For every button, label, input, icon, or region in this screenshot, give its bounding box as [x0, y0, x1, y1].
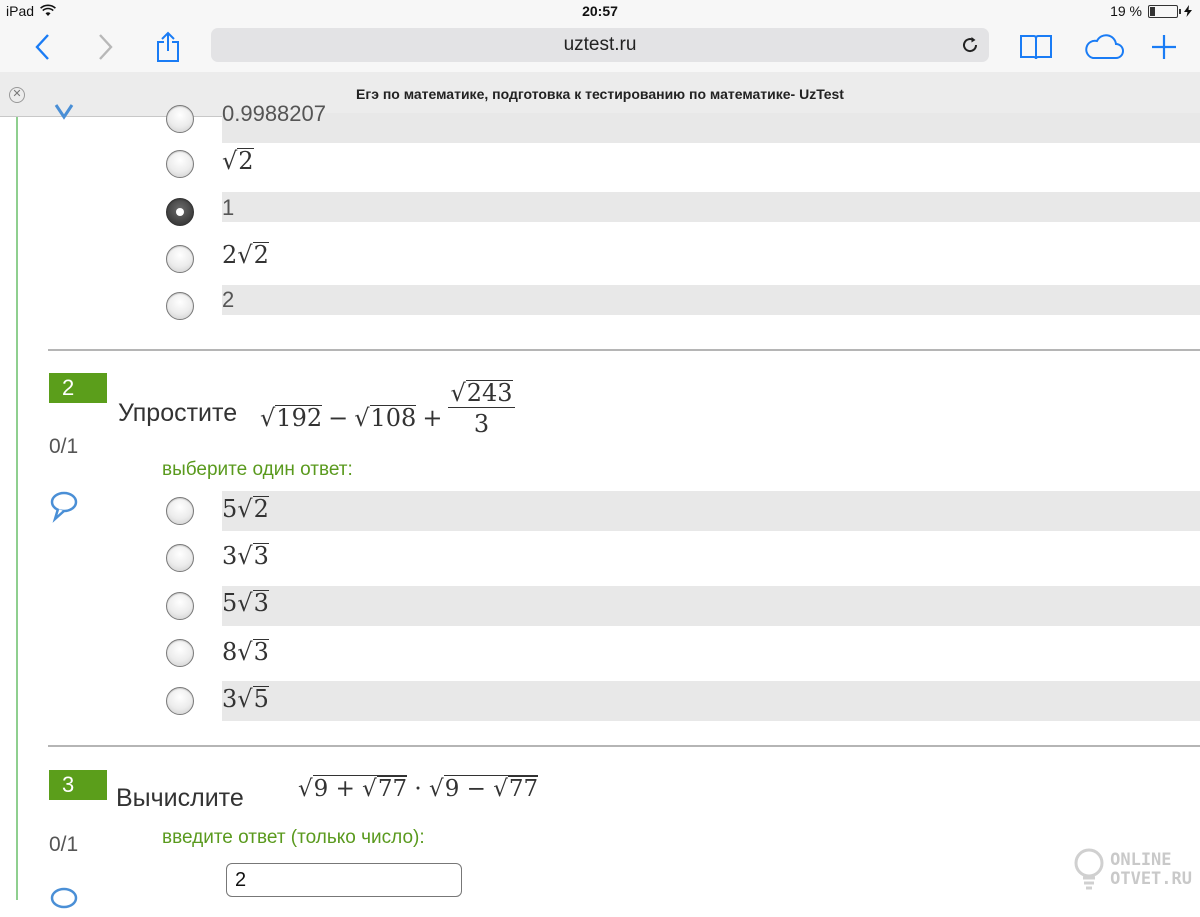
- radio-option[interactable]: [166, 105, 194, 133]
- question-number-badge: 2: [49, 373, 107, 403]
- device-label: iPad: [6, 3, 35, 19]
- tab-title[interactable]: Егэ по математике, подготовка к тестированию по математике- UzTest: [356, 86, 844, 102]
- plus-icon: [1151, 34, 1177, 60]
- option-label: 3√5: [222, 685, 269, 713]
- clock: 20:57: [582, 3, 618, 19]
- option-row: [222, 113, 1200, 143]
- lightbulb-icon: [1074, 848, 1104, 892]
- radio-option[interactable]: [166, 292, 194, 320]
- cloud-icon: [1083, 33, 1125, 61]
- address-bar[interactable]: [211, 28, 989, 62]
- watermark: [1074, 848, 1192, 892]
- answer-hint: выберите один ответ:: [162, 459, 353, 480]
- question-score: 0/1: [49, 833, 79, 856]
- battery-icon: [1148, 5, 1178, 18]
- question-divider: [48, 745, 1200, 747]
- option-label: 1: [222, 195, 235, 220]
- left-border: [16, 117, 18, 900]
- option-label: 2√2: [222, 241, 269, 269]
- close-tab-icon[interactable]: ✕: [9, 87, 25, 103]
- question-prompt-label: Упростите: [118, 399, 238, 427]
- option-label: 3√3: [222, 542, 269, 570]
- icloud-tabs-button[interactable]: [1080, 28, 1128, 66]
- answer-input[interactable]: [226, 863, 462, 897]
- radio-option[interactable]: [166, 245, 194, 273]
- question-prompt: [118, 399, 237, 428]
- option-row: [222, 285, 1200, 315]
- chevron-right-icon: [98, 33, 114, 61]
- comment-icon[interactable]: [50, 491, 78, 521]
- comment-icon[interactable]: [52, 103, 76, 125]
- share-button[interactable]: [148, 28, 188, 66]
- option-row-selected: [222, 192, 1200, 222]
- chevron-left-icon: [34, 33, 50, 61]
- option-row: [222, 681, 1200, 721]
- question-number-badge: 3: [49, 770, 107, 800]
- watermark-line-1: ONLINE: [1110, 850, 1172, 870]
- comment-icon[interactable]: [50, 887, 78, 917]
- back-button[interactable]: [22, 28, 62, 66]
- url-text: uztest.ru: [563, 34, 637, 55]
- answer-hint: введите ответ (только число):: [162, 827, 425, 848]
- option-label: 2: [222, 287, 235, 312]
- radio-option[interactable]: [166, 497, 194, 525]
- question-divider: [48, 349, 1200, 351]
- battery-percent: 19 %: [1110, 3, 1142, 19]
- question-formula: √192 − √108 + $\frac{√243}{3}$: [260, 379, 513, 438]
- reload-icon[interactable]: [959, 34, 981, 56]
- radio-option[interactable]: [166, 592, 194, 620]
- page-content: [0, 101, 1200, 900]
- radio-option-selected[interactable]: [166, 198, 194, 226]
- option-row: [222, 586, 1200, 626]
- option-label: 5√3: [222, 589, 269, 617]
- browser-toolbar: [0, 22, 1200, 72]
- option-label: 8√3: [222, 638, 269, 666]
- book-icon: [1019, 33, 1053, 61]
- question-score: 0/1: [49, 435, 79, 458]
- option-row: [222, 491, 1200, 531]
- bookmarks-button[interactable]: [1016, 28, 1056, 66]
- watermark-line-2: OTVET.RU: [1110, 869, 1192, 889]
- radio-option[interactable]: [166, 687, 194, 715]
- radio-option[interactable]: [166, 639, 194, 667]
- question-formula: √9 + √77 · √9 − √77: [298, 776, 539, 802]
- option-label: 0.9988207: [222, 101, 326, 126]
- charging-icon: [1184, 5, 1192, 17]
- question-prompt: Вычислите: [116, 784, 244, 812]
- radio-option[interactable]: [166, 544, 194, 572]
- option-label: √2: [222, 147, 254, 175]
- new-tab-button[interactable]: [1144, 28, 1184, 66]
- share-icon: [155, 31, 181, 63]
- option-label: 5√2: [222, 495, 269, 523]
- forward-button[interactable]: [86, 28, 126, 66]
- radio-option[interactable]: [166, 150, 194, 178]
- status-bar: [0, 0, 1200, 22]
